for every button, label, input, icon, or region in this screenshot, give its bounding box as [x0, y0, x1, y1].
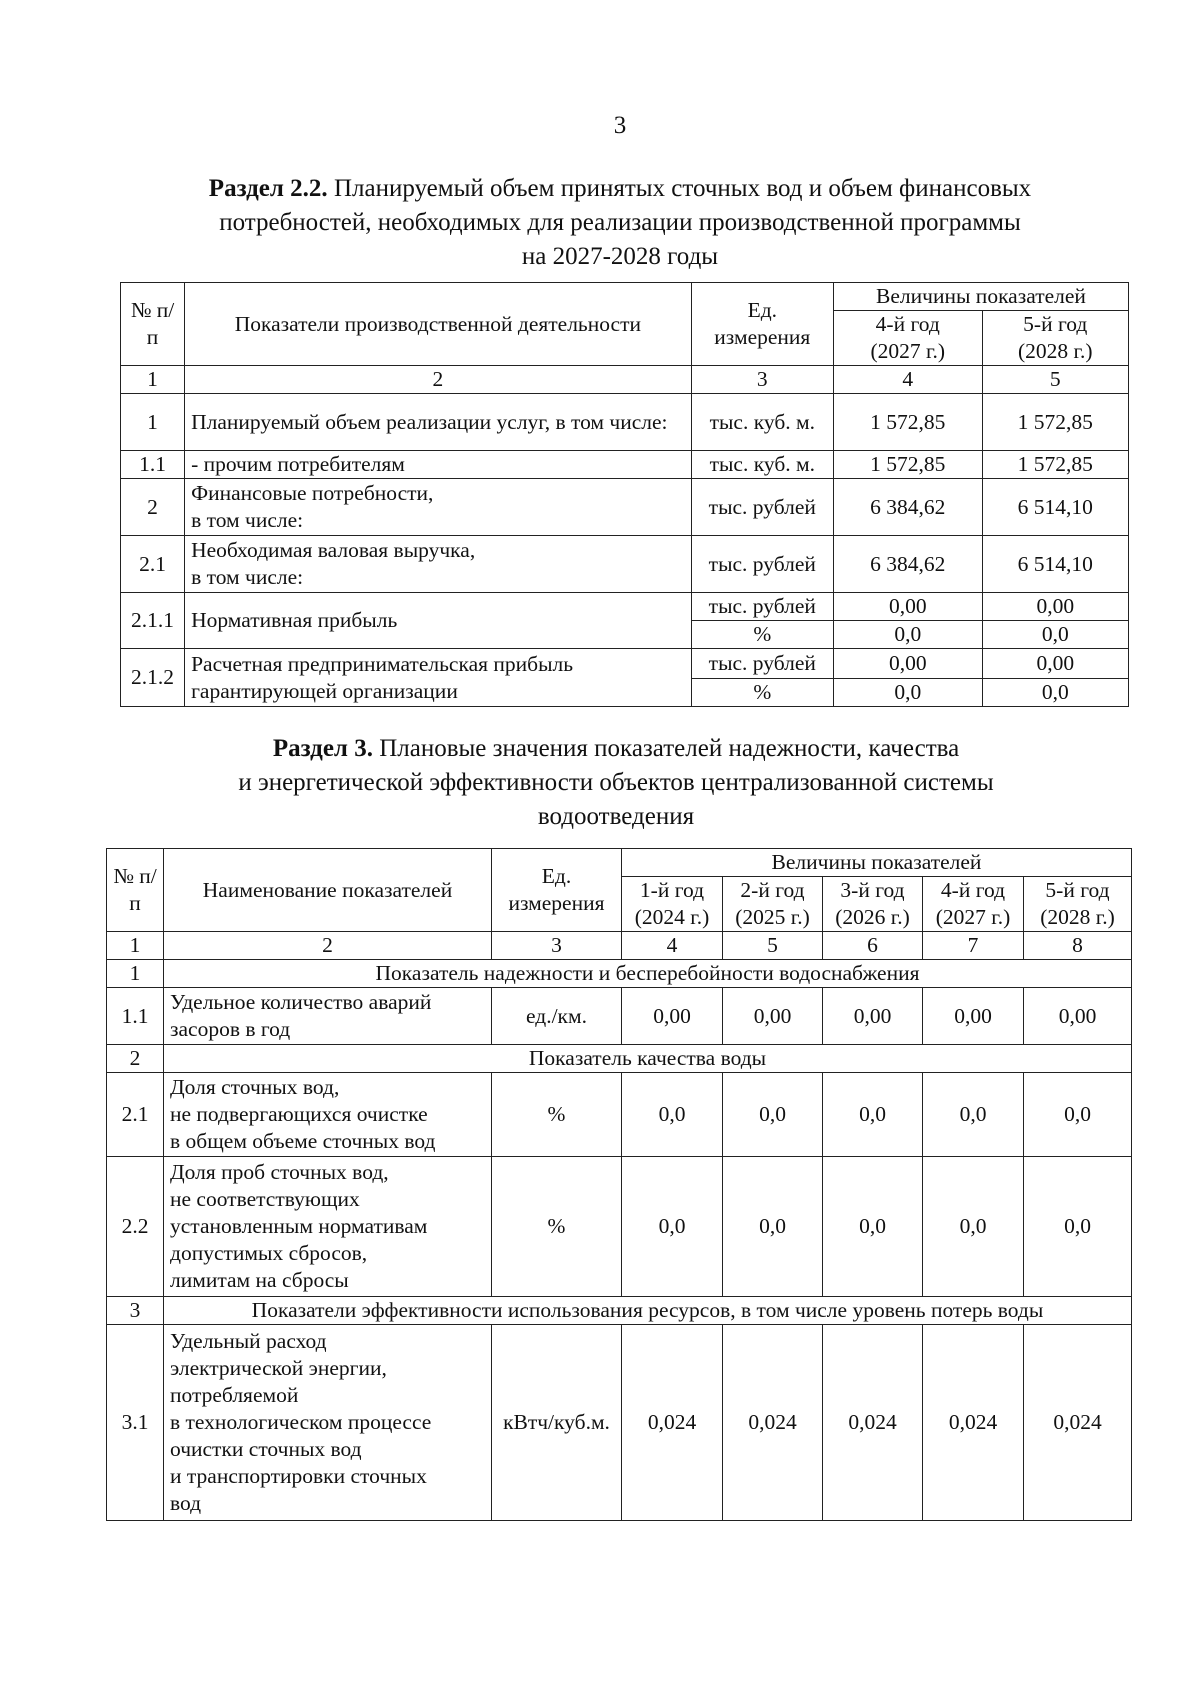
group-num: 2 — [107, 1045, 164, 1073]
row-value: 6 384,62 — [834, 536, 983, 593]
name-line: Удельное количество аварий — [170, 990, 432, 1014]
column-number: 8 — [1024, 932, 1132, 960]
row-name: Нормативная прибыль — [185, 593, 692, 649]
header-year-5 — [1024, 877, 1132, 932]
year-label: 5-й год — [1023, 312, 1088, 336]
name-line: не подвергающихся очистке — [170, 1102, 428, 1126]
row-value: 0,00 — [982, 593, 1129, 621]
row-num: 2.1.2 — [121, 649, 185, 707]
table-row — [121, 479, 1129, 536]
row-value: 0,0 — [834, 621, 983, 649]
column-number: 5 — [723, 932, 823, 960]
table-row — [121, 451, 1129, 479]
header-unit: Ед. измерения — [492, 849, 622, 932]
row-name — [185, 479, 692, 536]
table-row — [107, 988, 1132, 1045]
year-date: (2027 г.) — [935, 905, 1011, 929]
row-value: 0,024 — [1024, 1325, 1132, 1521]
row-value: 0,0 — [723, 1073, 823, 1157]
row-num: 3.1 — [107, 1325, 164, 1521]
year-label: 4-й год — [875, 312, 940, 336]
year-label: 3-й год — [840, 878, 905, 902]
row-value: 0,0 — [823, 1073, 923, 1157]
row-value: 0,0 — [1024, 1157, 1132, 1297]
group-num: 1 — [107, 960, 164, 988]
row-value: 0,0 — [723, 1157, 823, 1297]
row-unit: тыс. рублей — [691, 593, 833, 621]
row-value: 0,00 — [723, 988, 823, 1045]
row-value: 0,024 — [823, 1325, 923, 1521]
indicators-table — [106, 848, 1132, 1521]
header-num: № п/п — [107, 849, 164, 932]
header-unit: Ед. измерения — [691, 283, 833, 366]
name-line: потребляемой — [170, 1383, 299, 1407]
row-value: 0,024 — [923, 1325, 1024, 1521]
name-line: в технологическом процессе — [170, 1410, 432, 1434]
group-row — [107, 1045, 1132, 1073]
row-num: 1.1 — [121, 451, 185, 479]
year-date: (2027 г.) — [870, 339, 945, 363]
header-year-5 — [982, 311, 1129, 366]
column-number: 5 — [982, 366, 1129, 394]
group-row — [107, 1297, 1132, 1325]
name-line: не соответствующих — [170, 1187, 360, 1211]
row-value: 1 572,85 — [834, 394, 983, 451]
header-name: Наименование показателей — [164, 849, 492, 932]
header-values: Величины показателей — [834, 283, 1129, 311]
name-line: Финансовые потребности, — [191, 481, 434, 505]
name-line: лимитам на сбросы — [170, 1268, 349, 1292]
year-label: 5-й год — [1045, 878, 1110, 902]
row-value: 6 514,10 — [982, 479, 1129, 536]
name-line: гарантирующей организации — [191, 678, 458, 703]
row-value: 0,0 — [923, 1073, 1024, 1157]
row-name — [164, 1073, 492, 1157]
row-num: 1 — [121, 394, 185, 451]
row-value: 0,0 — [823, 1157, 923, 1297]
column-number: 2 — [164, 932, 492, 960]
row-value: 0,024 — [622, 1325, 723, 1521]
row-unit: % — [691, 679, 833, 707]
table-row — [121, 536, 1129, 593]
year-label: 2-й год — [740, 878, 805, 902]
group-row — [107, 960, 1132, 988]
section-2-2-heading — [110, 172, 1130, 274]
heading-line: водоотведения — [537, 803, 695, 830]
row-unit: % — [691, 621, 833, 649]
column-number: 4 — [834, 366, 983, 394]
row-unit: тыс. куб. м. — [691, 394, 833, 451]
production-program-table — [120, 282, 1129, 707]
name-line: Расчетная предпринимательская прибыль — [191, 651, 574, 676]
table-row — [107, 1325, 1132, 1521]
section-3-heading — [96, 732, 1136, 834]
header-year-3 — [823, 877, 923, 932]
row-name: - прочим потребителям — [185, 451, 692, 479]
name-line: Доля сточных вод, — [170, 1075, 340, 1099]
row-value: 0,00 — [834, 649, 983, 679]
row-value: 6 384,62 — [834, 479, 983, 536]
name-line: электрической энергии, — [170, 1356, 387, 1380]
row-name: Планируемый объем реализации услуг, в том числе: — [185, 394, 692, 451]
row-value: 0,00 — [834, 593, 983, 621]
name-line: Удельный расход — [170, 1329, 327, 1353]
column-number: 3 — [691, 366, 833, 394]
heading-line: Плановые значения показателей надежности, качества — [379, 735, 960, 762]
row-name — [164, 1157, 492, 1297]
header-values: Величины показателей — [622, 849, 1132, 877]
row-value: 6 514,10 — [982, 536, 1129, 593]
name-line: Доля проб сточных вод, — [170, 1160, 389, 1184]
row-value: 0,0 — [622, 1073, 723, 1157]
row-value: 0,00 — [823, 988, 923, 1045]
column-number: 1 — [107, 932, 164, 960]
name-line: в том числе: — [191, 565, 304, 589]
table-row — [121, 593, 1129, 621]
name-line: засоров в год — [170, 1017, 291, 1041]
column-number: 4 — [622, 932, 723, 960]
row-unit: % — [492, 1073, 622, 1157]
name-line: очистки сточных вод — [170, 1437, 362, 1461]
header-name: Показатели производственной деятельности — [185, 283, 692, 366]
row-unit: кВтч/куб.м. — [492, 1325, 622, 1521]
year-label: 1-й год — [639, 878, 705, 902]
row-num: 2.1 — [107, 1073, 164, 1157]
column-number: 1 — [121, 366, 185, 394]
header-year-2 — [723, 877, 823, 932]
row-value: 0,0 — [982, 621, 1129, 649]
column-number: 2 — [185, 366, 692, 394]
name-line: допустимых сбросов, — [170, 1241, 368, 1265]
row-unit: тыс. рублей — [691, 479, 833, 536]
heading-line: и энергетической эффективности объектов централизованной системы — [238, 769, 994, 796]
row-value: 0,0 — [1024, 1073, 1132, 1157]
column-number: 7 — [923, 932, 1024, 960]
row-name — [185, 536, 692, 593]
page-number: 3 — [613, 112, 627, 139]
row-value: 0,00 — [1024, 988, 1132, 1045]
row-value: 1 572,85 — [982, 394, 1129, 451]
row-value: 1 572,85 — [834, 451, 983, 479]
header-year-4 — [834, 311, 983, 366]
row-unit: тыс. рублей — [691, 649, 833, 679]
row-value: 1 572,85 — [982, 451, 1129, 479]
name-line: Необходимая валовая выручка, — [191, 538, 476, 562]
row-unit: тыс. куб. м. — [691, 451, 833, 479]
row-name — [164, 988, 492, 1045]
header-year-4 — [923, 877, 1024, 932]
row-value: 0,0 — [622, 1157, 723, 1297]
table-row — [121, 394, 1129, 451]
column-number: 6 — [823, 932, 923, 960]
group-title: Показатель качества воды — [164, 1045, 1132, 1073]
row-unit: ед./км. — [492, 988, 622, 1045]
name-line: в том числе: — [191, 508, 304, 532]
column-number: 3 — [492, 932, 622, 960]
row-unit: % — [492, 1157, 622, 1297]
year-date: (2028 г.) — [1040, 905, 1115, 929]
table-row — [121, 649, 1129, 679]
year-date: (2026 г.) — [835, 905, 910, 929]
group-title: Показатель надежности и бесперебойности водоснабжения — [164, 960, 1132, 988]
row-value: 0,00 — [982, 649, 1129, 679]
group-num: 3 — [107, 1297, 164, 1325]
table-row — [107, 1073, 1132, 1157]
row-num: 2.2 — [107, 1157, 164, 1297]
year-date: (2028 г.) — [1018, 339, 1093, 363]
table-row — [107, 1157, 1132, 1297]
year-date: (2024 г.) — [634, 905, 710, 929]
heading-line: потребностей, необходимых для реализации производственной программы — [219, 209, 1021, 236]
row-value: 0,0 — [982, 679, 1129, 707]
row-value: 0,00 — [923, 988, 1024, 1045]
row-value: 0,0 — [834, 679, 983, 707]
row-unit: тыс. рублей — [691, 536, 833, 593]
row-num: 2.1 — [121, 536, 185, 593]
group-title: Показатели эффективности использования ресурсов, в том числе уровень потерь воды — [164, 1297, 1132, 1325]
year-label: 4-й год — [940, 878, 1006, 902]
heading-line: на 2027-2028 годы — [521, 243, 719, 270]
section-label: Раздел 2.2. — [208, 175, 328, 202]
heading-line: Планируемый объем принятых сточных вод и объем финансовых — [333, 175, 1032, 202]
header-num: № п/п — [121, 283, 185, 366]
name-line: в общем объеме сточных вод — [170, 1129, 436, 1153]
row-num: 2 — [121, 479, 185, 536]
year-date: (2025 г.) — [735, 905, 810, 929]
section-label: Раздел 3. — [272, 735, 373, 762]
row-value: 0,024 — [723, 1325, 823, 1521]
row-value: 0,0 — [923, 1157, 1024, 1297]
row-name — [185, 649, 692, 707]
row-name — [164, 1325, 492, 1521]
row-value: 0,00 — [622, 988, 723, 1045]
row-num: 2.1.1 — [121, 593, 185, 649]
name-line: и транспортировки сточных — [170, 1464, 427, 1488]
header-year-1 — [622, 877, 723, 932]
row-num: 1.1 — [107, 988, 164, 1045]
name-line: вод — [170, 1491, 202, 1515]
name-line: установленным нормативам — [170, 1214, 428, 1238]
